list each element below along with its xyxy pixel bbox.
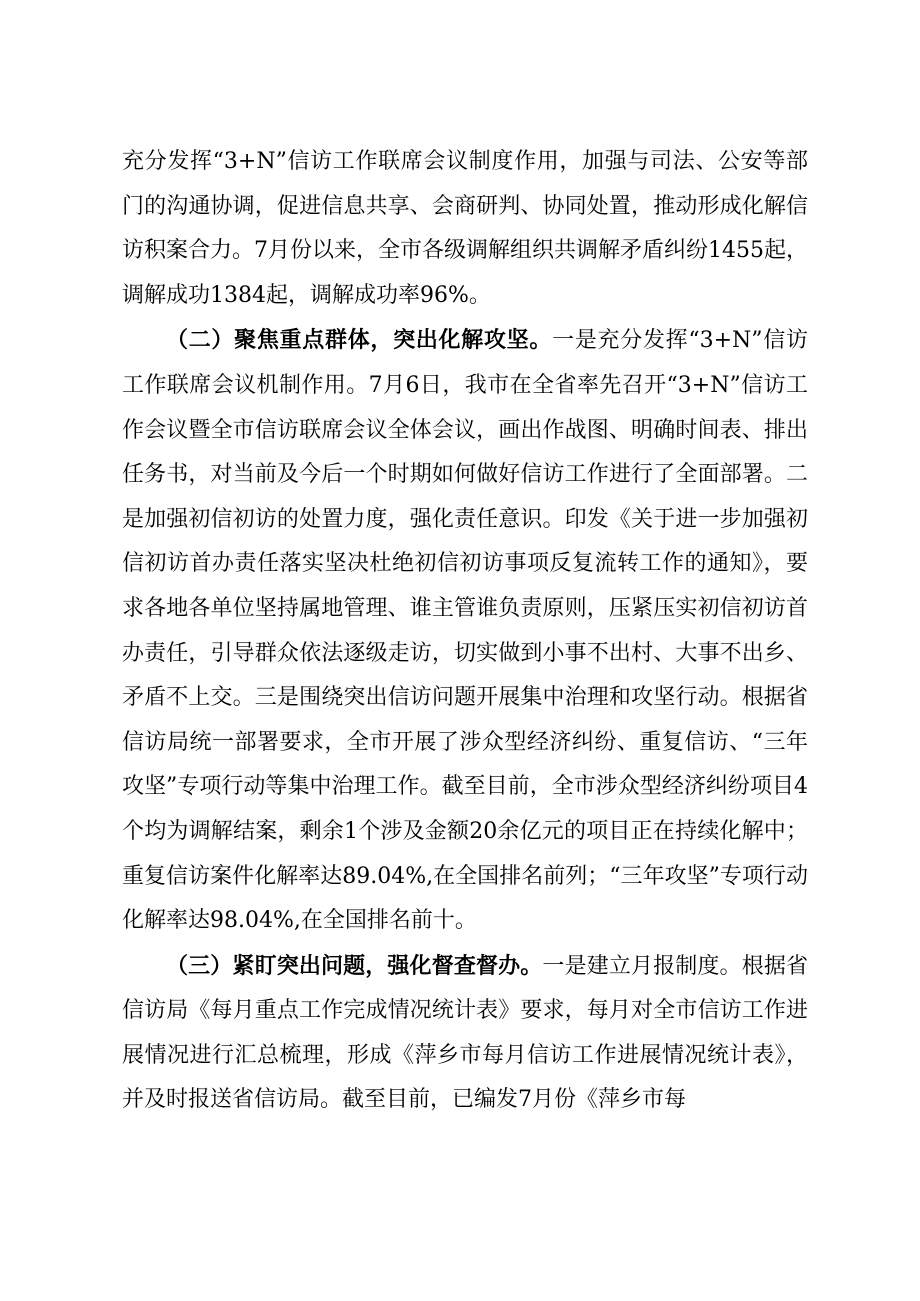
paragraph-1 <box>122 140 808 318</box>
document-page <box>122 140 808 1123</box>
paragraph-2 <box>122 318 808 943</box>
paragraph-2-heading: （二）聚焦重点群体，突出化解攻坚。 <box>166 327 553 354</box>
paragraph-1-text: 充分发挥“3+N”信访工作联席会议制度作用，加强与司法、公安等部门的沟通协调，促进信息共享、会商研判、协同处置，推动形成化解信访积案合力。7月份以来，全市各级调解组织共调解矛盾纠纷1455起，调解成功1384起，调解成功率96%。 <box>122 149 808 308</box>
paragraph-3 <box>122 944 808 1123</box>
paragraph-3-text: 一是建立月报制度。根据省信访局《每月重点工作完成情况统计表》要求，每月对全市信访工作进展情况进行汇总梳理，形成《萍乡市每月信访工作进展情况统计表》，并及时报送省信访局。截至目前，已编发7月份《萍乡市每 <box>122 953 808 1113</box>
paragraph-3-heading: （三）紧盯突出问题，强化督查督办。 <box>166 952 543 979</box>
paragraph-2-text: 一是充分发挥“3+N”信访工作联席会议机制作用。7月6日，我市在全省率先召开“3+N”信访工作会议暨全市信访联席会议全体会议，画出作战图、明确时间表、排出任务书，对当前及今后一个时期如何做好信访工作进行了全面部署。二是加强初信初访的处置力度，强化责任意识。印发《关于进一步加强初信初访首办责任落实坚决杜绝初信初访事项反复流转工作的通知》，要求各地各单位坚持属地管理、谁主管谁负责原则，压紧压实初信初访首办责任，引导群众依法逐级走访，切实做到小事不出村、大事不出乡、矛盾不上交。三是围绕突出信访问题开展集中治理和攻坚行动。根据省信访局统一部署要求，全市开展了涉众型经济纠纷、重复信访、“三年攻坚”专项行动等集中治理工作。截至目前，全市涉众型经济纠纷项目4个均为调解结案，剩余1个涉及金额20余亿元的项目正在持续化解中；重复信访案件化解率达89.04%,在全国排名前列；“三年攻坚”专项行动化解率达98.04%,在全国排名前十。 <box>122 328 808 934</box>
